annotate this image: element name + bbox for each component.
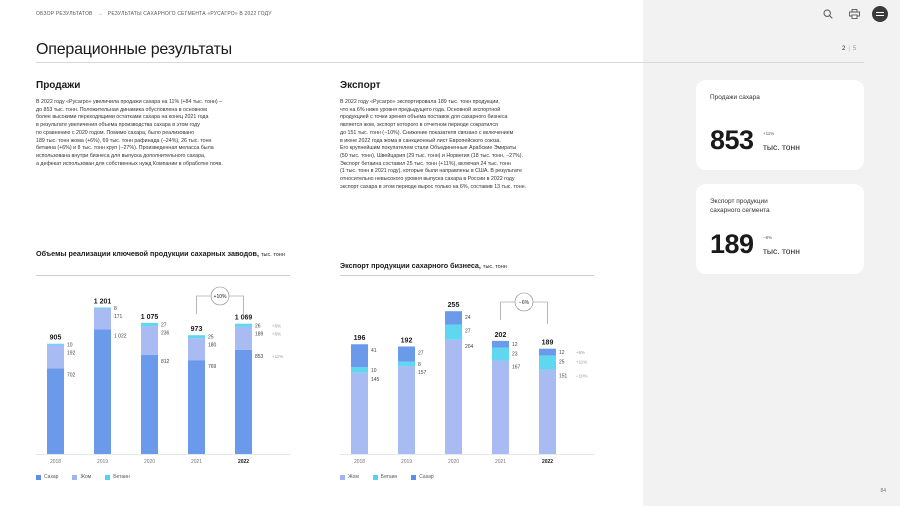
sales-paragraph: В 2022 году «Русагро» увеличила продажи сахара на 11% (+84 тыс. тонн) – до 853 тыс. тонн. Положительная динамика обусловлена в основном более высокими переходящими остатками сахара на конец 2021 года в результате увеличения объема производства сахара в этом году по сравнению с 2020 годом. Помимо сахара, было реализовано 189 тыс. тонн жома (+6%), 69 тыс. тонн рафинада (−24%), 26 тыс. тонн бетаина (+6%) и 8 тыс. тонн круп (−27%). Произведенная меласса была использована внутри бизнеса для выпуска дополнительного сахара, а дефекат использован для собственных нужд Компании в обработке почв. xyxy=(36,99,223,167)
legend-label: Сахар xyxy=(419,474,434,480)
chart2-divider xyxy=(340,275,594,276)
bar-segment-2021-1 xyxy=(188,338,205,360)
legend-swatch-betaine xyxy=(373,475,378,480)
legend-item xyxy=(411,474,433,480)
bar-segment-2020-1 xyxy=(141,326,158,355)
chart2-unit: тыс. тонн xyxy=(482,264,507,270)
title-divider xyxy=(36,62,864,63)
bar-segment-2019-2 xyxy=(398,346,415,361)
hamburger-icon xyxy=(876,11,884,17)
bar-value-label: 853 xyxy=(255,353,264,360)
bar-value-label: 204 xyxy=(465,343,474,350)
chart1-title xyxy=(36,249,296,260)
legend-swatch-pulp xyxy=(72,475,77,480)
bar-value-label: 10 xyxy=(371,368,377,374)
legend-swatch-sugar xyxy=(36,475,41,480)
card-delta: −6% xyxy=(763,235,773,240)
bar-segment-2022-1 xyxy=(235,327,252,350)
bar-delta-label: +11% xyxy=(272,353,284,359)
card-delta: +11% xyxy=(763,131,775,136)
legend-label: Бетаин xyxy=(380,474,398,480)
x-tick-label: 2020 xyxy=(447,459,460,465)
bar-value-label: 171 xyxy=(114,313,123,320)
bar-segment-2019-1 xyxy=(398,362,415,366)
x-tick-label: 2019 xyxy=(96,459,109,465)
bar-value-label: 27 xyxy=(161,322,167,329)
bar-value-label: 24 xyxy=(465,315,471,322)
x-tick-label: 2021 xyxy=(190,459,203,465)
bar-value-label: 157 xyxy=(418,370,427,377)
bar-segment-2018-0 xyxy=(47,368,64,454)
breadcrumb-arrow: → xyxy=(97,11,103,17)
bar-segment-2020-2 xyxy=(141,323,158,326)
bar-segment-2018-1 xyxy=(47,345,64,368)
legend-item xyxy=(340,474,359,480)
breadcrumb-current: РЕЗУЛЬТАТЫ САХАРНОГО СЕГМЕНТА «РУСАГРО» В 2022 ГОДУ xyxy=(107,11,272,17)
chart2-legend xyxy=(340,474,434,480)
bar-segment-2021-1 xyxy=(492,348,509,361)
legend-item xyxy=(36,474,58,480)
bar-segment-2019-0 xyxy=(94,329,111,454)
pager-current: 2 xyxy=(842,46,846,52)
bar-value-label: 27 xyxy=(418,350,424,357)
bar-value-label: 1 022 xyxy=(114,333,127,340)
sugar-sales-card xyxy=(696,80,864,170)
x-tick-label: 2022 xyxy=(541,459,554,465)
x-tick-label: 2018 xyxy=(49,459,62,465)
x-tick-label: 2020 xyxy=(143,459,156,465)
bar-segment-2018-0 xyxy=(351,373,368,454)
bar-segment-2018-2 xyxy=(351,344,368,367)
legend-label: Сахар xyxy=(44,474,59,480)
page-title: Операционные результаты xyxy=(36,41,232,58)
top-toolbar xyxy=(820,6,888,22)
bar-delta-label: +6% xyxy=(272,323,282,329)
bar-segment-2019-2 xyxy=(94,307,111,308)
section-pager[interactable] xyxy=(842,46,856,52)
card-value: 853 xyxy=(710,125,754,155)
breadcrumb-link-overview[interactable]: ОБЗОР РЕЗУЛЬТАТОВ xyxy=(36,11,93,17)
legend-item xyxy=(72,474,91,480)
bar-segment-2021-2 xyxy=(492,341,509,348)
bar-total-label: 196 xyxy=(353,335,366,343)
legend-swatch-sugar xyxy=(411,475,416,480)
growth-badge-label: +10% xyxy=(213,293,227,300)
bar-total-label: 1 075 xyxy=(140,313,159,321)
sales-heading: Продажи xyxy=(36,80,81,91)
bar-value-label: 23 xyxy=(512,351,518,358)
bar-value-label: 236 xyxy=(161,330,170,337)
bar-segment-2021-0 xyxy=(492,360,509,454)
bar-segment-2020-0 xyxy=(445,340,462,454)
bar-value-label: 25 xyxy=(208,334,214,341)
bar-value-label: 167 xyxy=(512,364,521,371)
bar-segment-2022-2 xyxy=(539,349,556,356)
x-tick-label: 2018 xyxy=(353,459,366,465)
chart1-title-text: Объемы реализации ключевой продукции сахарных заводов, xyxy=(36,249,259,258)
legend-label: Жом xyxy=(80,474,92,480)
breadcrumb xyxy=(36,11,272,17)
bar-segment-2020-0 xyxy=(141,355,158,454)
export-card xyxy=(696,184,864,274)
bar-value-label: 189 xyxy=(255,331,264,338)
bar-value-label: 26 xyxy=(255,323,261,330)
chart1-legend xyxy=(36,474,130,480)
bar-value-label: 769 xyxy=(208,364,217,371)
bar-segment-2018-2 xyxy=(47,344,64,345)
chart1-divider xyxy=(36,275,290,276)
growth-badge-label: −6% xyxy=(518,299,530,306)
bar-total-label: 1 069 xyxy=(234,314,253,322)
chart2-title-text: Экспорт продукции сахарного бизнеса, xyxy=(340,261,481,270)
bar-segment-2020-1 xyxy=(445,325,462,340)
bar-value-label: 702 xyxy=(67,372,76,379)
x-tick-label: 2019 xyxy=(400,459,413,465)
search-button[interactable] xyxy=(820,6,836,22)
chart-sales-volumes xyxy=(36,282,306,470)
bar-value-label: 151 xyxy=(559,373,568,380)
bar-segment-2021-2 xyxy=(188,335,205,338)
bar-segment-2022-0 xyxy=(539,369,556,454)
x-tick-label: 2022 xyxy=(237,459,250,465)
bar-delta-label: +6% xyxy=(272,331,282,337)
legend-label: Бетаин xyxy=(113,474,130,480)
bar-value-label: 812 xyxy=(161,358,170,365)
legend-swatch-betaine xyxy=(105,475,110,480)
bar-value-label: 25 xyxy=(559,359,565,366)
bar-segment-2022-2 xyxy=(235,324,252,327)
bar-total-label: 192 xyxy=(400,337,413,345)
bar-total-label: 1 201 xyxy=(93,298,112,306)
chart2-title xyxy=(340,261,630,272)
bar-total-label: 189 xyxy=(541,339,554,347)
bar-total-label: 973 xyxy=(190,326,203,334)
bar-segment-2019-1 xyxy=(94,308,111,329)
pager-separator: | xyxy=(848,46,850,52)
card-value: 189 xyxy=(710,229,754,259)
bar-segment-2021-0 xyxy=(188,360,205,454)
card-unit: тыс. тонн xyxy=(763,142,800,152)
chart-export xyxy=(340,282,610,470)
card-unit: тыс. тонн xyxy=(763,246,800,256)
bar-value-label: 145 xyxy=(371,376,380,383)
bar-value-label: 27 xyxy=(465,328,471,335)
chart1-unit: тыс. тонн xyxy=(260,252,285,258)
bar-value-label: 192 xyxy=(67,350,76,357)
legend-swatch-pulp xyxy=(340,475,345,480)
page-number: 84 xyxy=(880,488,886,494)
bar-segment-2019-0 xyxy=(398,366,415,454)
bar-value-label: 12 xyxy=(559,350,565,357)
legend-item xyxy=(373,474,397,480)
bar-delta-label: −10% xyxy=(576,373,588,379)
menu-button[interactable] xyxy=(872,6,888,22)
card-label: Продажи сахара xyxy=(710,94,760,101)
bar-value-label: 8 xyxy=(418,361,421,368)
bar-segment-2022-0 xyxy=(235,350,252,454)
export-heading: Экспорт xyxy=(340,80,381,91)
bar-delta-label: +6% xyxy=(576,350,586,356)
bar-value-label: 180 xyxy=(208,342,217,349)
card-label: Экспорт продукции сахарного сегмента xyxy=(710,198,770,214)
print-button[interactable] xyxy=(846,6,862,22)
bar-segment-2018-1 xyxy=(351,367,368,373)
bar-delta-label: +11% xyxy=(576,359,588,365)
bar-value-label: 41 xyxy=(371,348,377,355)
bar-total-label: 905 xyxy=(49,334,62,342)
printer-icon xyxy=(849,9,860,19)
pager-total: 5 xyxy=(852,46,857,52)
legend-label: Жом xyxy=(348,474,359,480)
search-icon xyxy=(823,9,833,19)
bar-value-label: 8 xyxy=(114,305,117,312)
x-tick-label: 2021 xyxy=(494,459,507,465)
export-paragraph: В 2022 году «Русагро» экспортировала 189 тыс. тонн продукции, что на 6% ниже уровня предыдущего года. Основной экспортной продукцией с точки зрения объема поставок для сахарного бизнеса является жом, экспорт которого в отчетном периоде сократился до 151 тыс. тонн (−10%). Снижение показателя связано с включением в июне 2022 года жома в санкционный лист Европейского союза. Его крупнейшим покупателем стали Объединенные Арабские Эмираты (50 тыс. тонн), Швейцария (29 тыс. тонн) и Норвегия (18 тыс. тонн, −27%). Экспорт бетаина составил 25 тыс. тонн (+11%), включая 24 тыс. тонн (1 тыс. тонн в 2021 году), которые были направлены в США. В результате относительно невысокого уровня выпуска сахара в России в 2022 году экспорт сахара в этом периоде вырос только на 6%, составив 13 тыс. тонн. xyxy=(340,99,527,190)
legend-item xyxy=(105,474,129,480)
bar-total-label: 255 xyxy=(447,302,460,310)
bar-total-label: 202 xyxy=(494,331,507,339)
bar-segment-2022-1 xyxy=(539,355,556,369)
bar-value-label: 10 xyxy=(67,342,73,349)
bar-value-label: 12 xyxy=(512,342,518,349)
bar-segment-2020-2 xyxy=(445,311,462,324)
